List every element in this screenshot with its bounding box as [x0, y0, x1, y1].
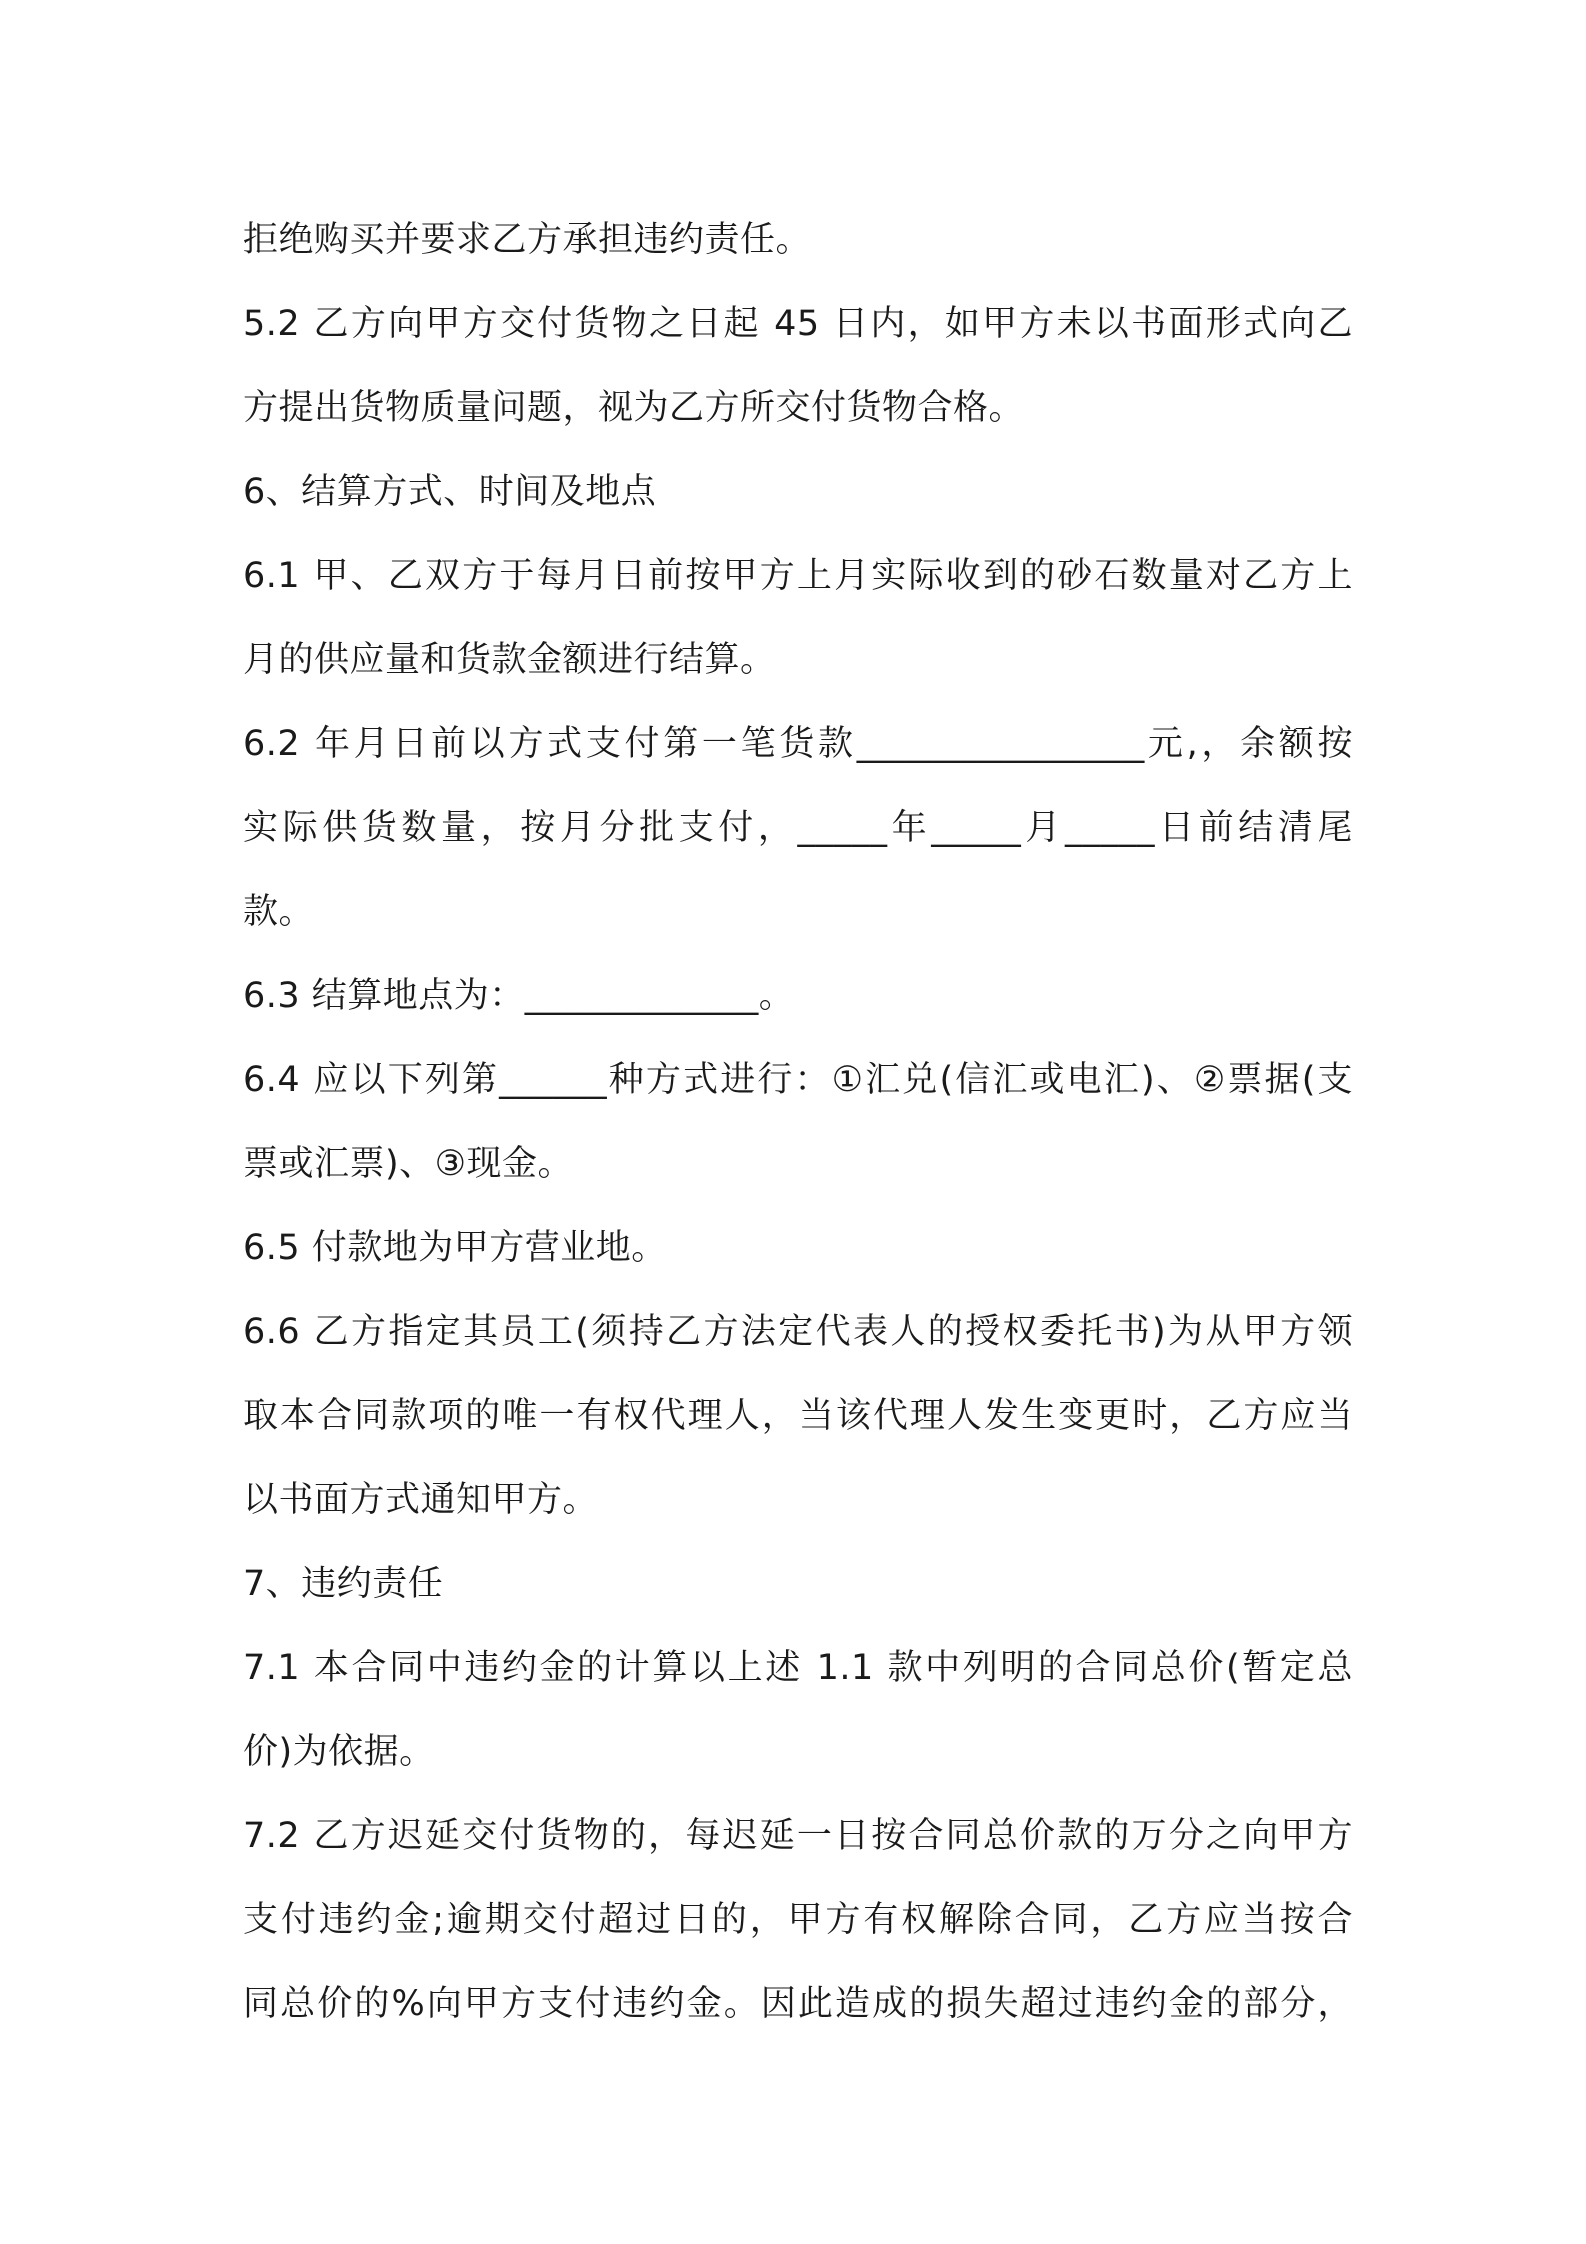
text-line: 6.2 年月日前以方式支付第一笔货款________________元,，余额按	[243, 724, 1353, 764]
text-line: 6.4 应以下列第______种方式进行：①汇兑(信汇或电汇)、②票据(支	[243, 1060, 1353, 1100]
text-line: 取本合同款项的唯一有权代理人，当该代理人发生变更时，乙方应当	[243, 1396, 1353, 1436]
text-line: 6.5 付款地为甲方营业地。	[243, 1228, 667, 1268]
text-line: 6.1 甲、乙双方于每月日前按甲方上月实际收到的砂石数量对乙方上	[243, 556, 1353, 596]
section-heading: 7、违约责任	[243, 1564, 444, 1604]
text-line: 方提出货物质量问题，视为乙方所交付货物合格。	[243, 388, 1025, 428]
text-line: 价)为依据。	[243, 1732, 435, 1772]
text-line: 6.6 乙方指定其员工(须持乙方法定代表人的授权委托书)为从甲方领	[243, 1312, 1353, 1352]
text-line: 5.2 乙方向甲方交付货物之日起 45 日内，如甲方未以书面形式向乙	[243, 304, 1353, 344]
text-line: 7.1 本合同中违约金的计算以上述 1.1 款中列明的合同总价(暂定总	[243, 1648, 1353, 1688]
text-line: 实际供货数量，按月分批支付，_____年_____月_____日前结清尾	[243, 808, 1353, 848]
text-line: 支付违约金;逾期交付超过日的，甲方有权解除合同，乙方应当按合	[243, 1900, 1353, 1940]
text-line: 以书面方式通知甲方。	[243, 1480, 599, 1520]
section-heading: 6、结算方式、时间及地点	[243, 472, 657, 512]
text-line: 拒绝购买并要求乙方承担违约责任。	[243, 220, 812, 260]
text-line: 同总价的%向甲方支付违约金。因此造成的损失超过违约金的部分，	[243, 1984, 1353, 2024]
text-line: 月的供应量和货款金额进行结算。	[243, 640, 776, 680]
document-body	[243, 198, 1353, 2046]
text-line: 票或汇票)、③现金。	[243, 1144, 574, 1184]
text-line: 7.2 乙方迟延交付货物的，每迟延一日按合同总价款的万分之向甲方	[243, 1816, 1353, 1856]
text-line: 款。	[243, 892, 315, 932]
text-line: 6.3 结算地点为：_____________。	[243, 976, 795, 1016]
